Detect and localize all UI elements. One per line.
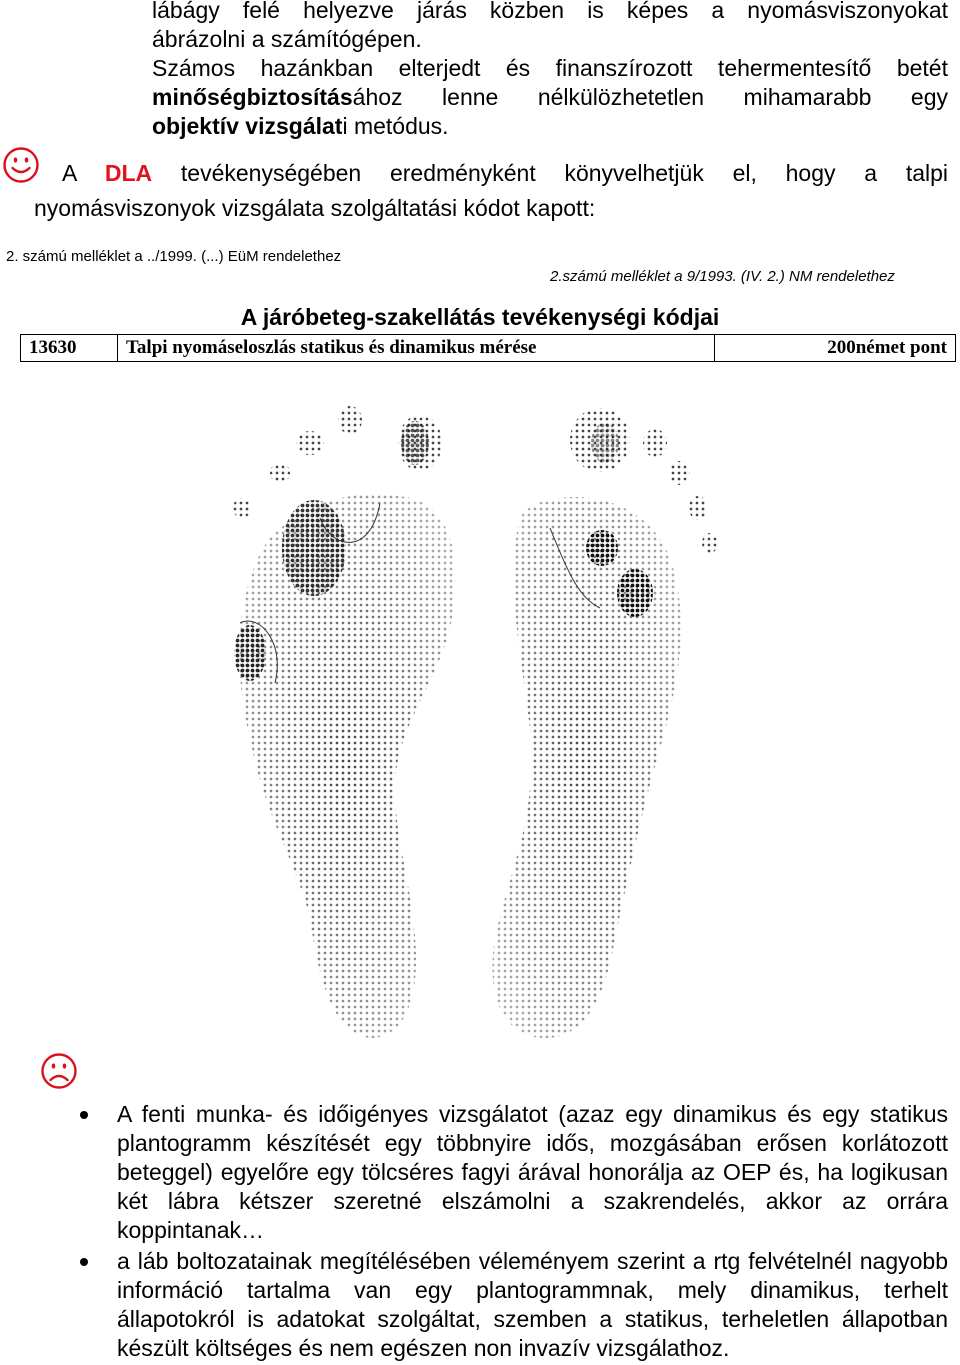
plantogram-footprints-image [220, 398, 740, 1048]
points-cell: 200német pont [715, 335, 956, 362]
intro-line-4 [152, 83, 948, 112]
dla-line-2: nyomásviszonyok vizsgálata szolgáltatási kódot kapott: [34, 195, 596, 221]
codes-table [20, 334, 956, 362]
list-item-text: A fenti munka- és időigényes vizsgálatot (azaz egy dinamikus és egy statikus plantogramm készítését egy többnyire idős, mozgásában erősen korlátozott beteggel) egyelőre egy tölcséres fagyi árával honorálja az OEP és, ha logikusan két lábra kétszer szeretné elszámolni a szakrendelés, akkor az orrára koppintanak… [117, 1101, 948, 1243]
code-cell: 13630 [21, 335, 118, 362]
intro-line-2: ábrázolni a számítógépen. [152, 26, 422, 52]
bullet-icon [80, 1111, 88, 1119]
list-item-text: a láb boltozatainak megítélésében véleményem szerint a rtg felvételnél nagyobb információ tartalma van egy plantogrammnak, mely dinamikus, terhelt állapotokról is adatokat szolgáltat, szemben a statikus, terheletlen állapotban készült költséges és nem egészen non invazív vizsgálathoz. [117, 1248, 948, 1361]
intro-line-3: Számos hazánkban elterjedt és finanszírozott tehermentesítő betét [152, 55, 948, 81]
right-footprint [492, 408, 718, 1038]
dla-paragraph [34, 156, 948, 226]
annex-note-right: 2.számú melléklet a 9/1993. (IV. 2.) NM rendelethez [550, 268, 895, 285]
objective-exam-term: objektív vizsgálat [152, 113, 343, 139]
dla-highlight: DLA [104, 160, 153, 186]
intro-line-5-rest: i metódus. [342, 113, 449, 139]
conclusions-list [78, 1100, 948, 1365]
dla-line-1 [34, 156, 948, 191]
dla-line-1-rest: tevékenységében eredményként könyvelhetjük el, hogy a talpi [180, 160, 949, 186]
intro-line-1: lábágy felé helyezve járás közben is képes a nyomásviszonyokat [152, 0, 948, 23]
annex-note-left: 2. számú melléklet a ../1999. (...) EüM rendelethez [6, 248, 342, 265]
dla-prefix: A [62, 160, 77, 186]
quality-assurance-term: minőségbiztosítás [152, 84, 353, 110]
left-footprint [233, 406, 456, 1038]
description-cell: Talpi nyomáseloszlás statikus és dinamikus mérése [118, 335, 715, 362]
smiley-sad-icon [40, 1052, 78, 1090]
table-title: A járóbeteg-szakellátás tevékenységi kódjai [240, 304, 720, 330]
intro-paragraph [152, 0, 948, 141]
intro-line-5 [152, 112, 948, 141]
list-item [78, 1100, 948, 1245]
bullet-icon [80, 1258, 88, 1266]
table-row [21, 335, 956, 362]
intro-line-4-rest: ához lenne nélkülözhetetlen mihamarabb egy [352, 84, 948, 110]
list-item [78, 1247, 948, 1363]
